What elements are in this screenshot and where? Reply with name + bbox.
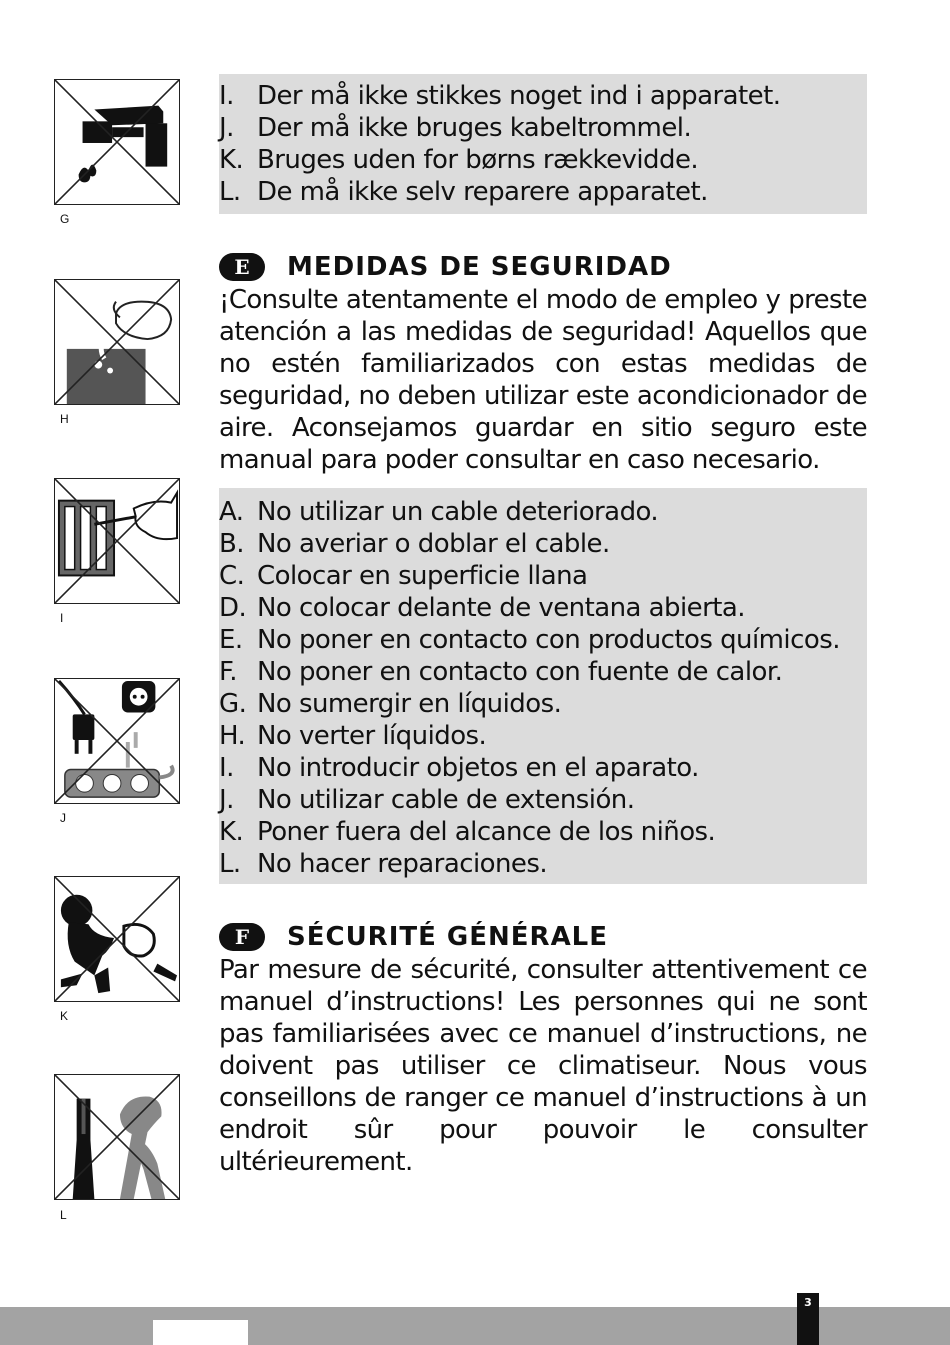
- page-number: 3: [797, 1293, 819, 1345]
- french-intro-paragraph: Par mesure de sécurité, consulter attentivement ce manuel d’instructions! Les personnes qui ne sont pas familiarisées avec ce manuel d’instructions, ne doivent pas utiliser ce climatiseur. Nous vous conseillons de ranger ce manuel d’instructions à un endroit sûr pour pouvoir le consulter ultérieurement.: [219, 955, 867, 1177]
- language-badge-e: E: [219, 253, 265, 281]
- list-item: L. De må ikke selv reparere apparatet.: [219, 177, 708, 207]
- footer-tab: [153, 1320, 248, 1345]
- pouring-liquid-icon: [54, 279, 180, 405]
- list-item: I. Der må ikke stikkes noget ind i apparatet.: [219, 81, 781, 111]
- section-title: SÉCURITÉ GÉNÉRALE: [287, 922, 609, 952]
- pictogram-label-i: I: [60, 611, 64, 625]
- spanish-safety-list: [219, 488, 867, 884]
- list-item: K. Bruges uden for børns rækkevidde.: [219, 145, 699, 175]
- list-item: F. No poner en contacto con fuente de calor.: [219, 657, 783, 687]
- extension-cord-icon: [54, 678, 180, 804]
- list-item: A. No utilizar un cable deteriorado.: [219, 497, 659, 527]
- pictogram-label-g: G: [60, 212, 70, 226]
- list-item: E. No poner en contacto con productos químicos.: [219, 625, 840, 655]
- spanish-intro-paragraph: ¡Consulte atentamente el modo de empleo y preste atención a las medidas de seguridad! Aquellos que no estén familiarizados con estas medidas de seguridad, no deben utilizar este acondicionador de aire. Aconsejamos guardar en sitio seguro este manual para poder consultar en caso necesario.: [219, 285, 867, 475]
- list-item: G. No sumergir en líquidos.: [219, 689, 562, 719]
- danish-safety-list: [219, 74, 867, 214]
- list-item: B. No averiar o doblar el cable.: [219, 529, 610, 559]
- insert-object-grille-icon: [54, 478, 180, 604]
- tools-repair-icon: [54, 1074, 180, 1200]
- french-section-heading: [219, 922, 608, 952]
- pictogram-label-h: H: [60, 412, 69, 426]
- list-item: K. Poner fuera del alcance de los niños.: [219, 817, 716, 847]
- list-item: L. No hacer reparaciones.: [219, 849, 548, 879]
- language-badge-f: F: [219, 923, 265, 951]
- pictogram-label-l: L: [60, 1208, 67, 1222]
- pictogram-label-k: K: [60, 1009, 69, 1023]
- list-item: J. No utilizar cable de extensión.: [219, 785, 635, 815]
- pictogram-label-j: J: [60, 811, 66, 825]
- faucet-water-drops-icon: [54, 79, 180, 205]
- list-item: H. No verter líquidos.: [219, 721, 487, 751]
- section-title: MEDIDAS DE SEGURIDAD: [287, 252, 672, 282]
- list-item: D. No colocar delante de ventana abierta.: [219, 593, 745, 623]
- spanish-section-heading: [219, 252, 672, 282]
- list-item: I. No introducir objetos en el aparato.: [219, 753, 699, 783]
- list-item: J. Der må ikke bruges kabeltrommel.: [219, 113, 692, 143]
- list-item: C. Colocar en superficie llana: [219, 561, 588, 591]
- child-reach-icon: [54, 876, 180, 1002]
